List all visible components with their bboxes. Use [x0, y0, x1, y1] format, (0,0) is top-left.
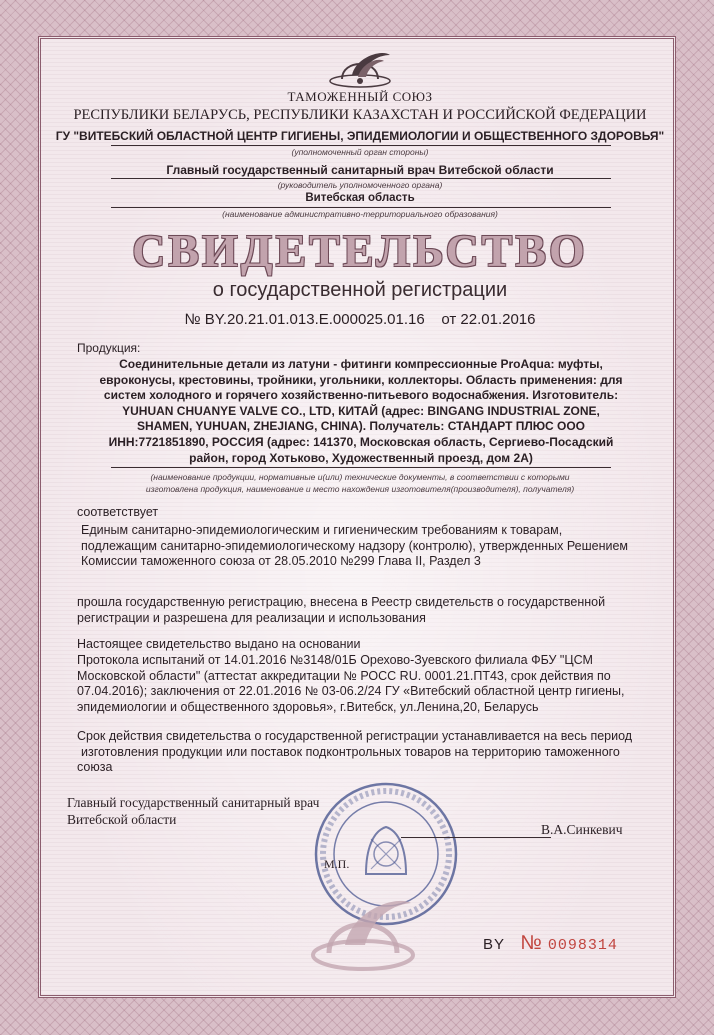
serial-prefix: BY: [483, 936, 505, 953]
basis-line: эпидемиологии и общественного здоровья», г.Витебск, ул.Ленина,20, Беларусь: [77, 699, 539, 714]
basis-text: [77, 653, 647, 715]
watermark-emblem-icon: [293, 875, 433, 985]
serial-number-value: 0098314: [547, 937, 618, 954]
product-caption-line: изготовлена продукция, наименование и место нахождения изготовителя(производителя), получателя): [145, 484, 575, 494]
registration-line: прошла государственную регистрацию, внесена в Реестр свидетельств о государственной: [77, 595, 606, 609]
signatory-name: В.А.Синкевич: [541, 822, 623, 837]
basis-label: Настоящее свидетельство выдано на основании: [77, 637, 361, 651]
registration-line: регистрации и разрешена для реализации и использования: [77, 610, 426, 625]
divider: [111, 145, 611, 146]
product-line: Соединительные детали из латуни - фитинги компрессионные ProAqua: муфты,: [119, 357, 603, 371]
registration-number-line: [41, 311, 679, 328]
product-line: ИНН:7721851890, РОССИЯ (адрес: 141370, Московская область, Сергиево-Посадский: [108, 434, 614, 449]
product-caption-line: (наименование продукции, нормативные и(или) технические документы, в соответствии с которыми: [150, 472, 570, 482]
registration-date: 22.01.2016: [460, 311, 536, 328]
serial-number-sign: №: [520, 932, 543, 954]
signatory-title-line1: Главный государственный санитарный врач: [67, 795, 320, 810]
product-caption: [41, 471, 679, 495]
product-label: Продукция:: [77, 341, 141, 355]
basis-line: Протокола испытаний от 14.01.2016 №3148/01Б Орехово-Зуевского филиала ФБУ "ЦСМ: [77, 653, 593, 667]
region-name: Витебская область: [305, 192, 415, 204]
basis-line: Московской области" (аттестат аккредитации № РОСС RU. 0001.21.ПТ43, срок действия по: [77, 668, 611, 683]
conformity-label: соответствует: [77, 505, 159, 519]
certificate-subtitle: о государственной регистрации: [212, 279, 508, 301]
product-line: систем холодного и горячего хозяйственно-питьевого водоснабжения. Изготовитель:: [103, 388, 619, 403]
validity-line: изготовления продукции или поставок подконтрольных товаров на территорию таможенного: [81, 744, 620, 759]
validity-line: союза: [77, 760, 113, 774]
product-line: SHAMEN, YUHUAN, ZHEJIANG, CHINA). Получатель: СТАНДАРТ ПЛЮС ООО: [136, 419, 586, 434]
head-doctor-title: Главный государственный санитарный врач Витебской области: [166, 163, 554, 177]
product-description: [91, 357, 631, 466]
issuing-organization: ГУ "ВИТЕБСКИЙ ОБЛАСТНОЙ ЦЕНТР ГИГИЕНЫ, ЭПИДЕМИОЛОГИИ И ОБЩЕСТВЕННОГО ЗДОРОВЬЯ": [55, 129, 665, 143]
basis-line: 07.04.2016); заключения от 22.01.2016 № 03-06.2/24 ГУ «Витебский областной центр гигиены,: [77, 684, 625, 698]
date-prefix: от: [441, 311, 457, 328]
certificate-title: СВИДЕТЕЛЬСТВО: [132, 225, 588, 276]
number-sign: №: [184, 311, 201, 328]
product-line: евроконусы, крестовины, тройники, угольники, коллекторы. Область применения: для: [99, 372, 623, 387]
conformity-line: Комиссии таможенного союза от 28.05.2010 №299 Глава II, Раздел 3: [81, 554, 481, 568]
conformity-line: подлежащим санитарно-эпидемиологическому надзору (контролю), утвержденных Решением: [81, 538, 629, 553]
certificate-body: [38, 36, 676, 998]
republics-heading: РЕСПУБЛИКИ БЕЛАРУСЬ, РЕСПУБЛИКИ КАЗАХСТАН И РОССИЙСКОЙ ФЕДЕРАЦИИ: [73, 107, 647, 123]
customs-union-heading: ТАМОЖЕННЫЙ СОЮЗ: [287, 89, 433, 104]
product-line: YUHUAN CHUANYE VALVE CO., LTD, КИТАЙ (адрес: BINGANG INDUSTRIAL ZONE,: [122, 403, 600, 418]
organization-caption: (уполномоченный орган стороны): [291, 147, 429, 157]
conformity-text: [81, 523, 651, 570]
region-caption: (наименование административно-территориального образования): [222, 209, 498, 219]
validity-line: Срок действия свидетельства о государственной регистрации устанавливается на весь период: [77, 729, 633, 743]
divider: [111, 467, 611, 468]
validity-text: [77, 729, 647, 776]
seal-label: М.П.: [324, 857, 350, 871]
registration-text: [77, 595, 647, 626]
registration-number: BY.20.21.01.013.E.000025.01.16: [204, 311, 425, 328]
customs-union-emblem-icon: [312, 45, 408, 91]
product-line: район, город Хотьково, Художественный проезд, дом 2А): [189, 450, 533, 465]
divider: [111, 207, 611, 208]
conformity-line: Единым санитарно-эпидемиологическим и гигиеническим требованиям к товарам,: [81, 523, 563, 537]
signatory-title-line2: Витебской области: [67, 812, 177, 827]
signature-line: [401, 837, 551, 838]
head-doctor-caption: (руководитель уполномоченного органа): [277, 180, 443, 190]
divider: [111, 178, 611, 179]
serial-number: [483, 932, 618, 955]
